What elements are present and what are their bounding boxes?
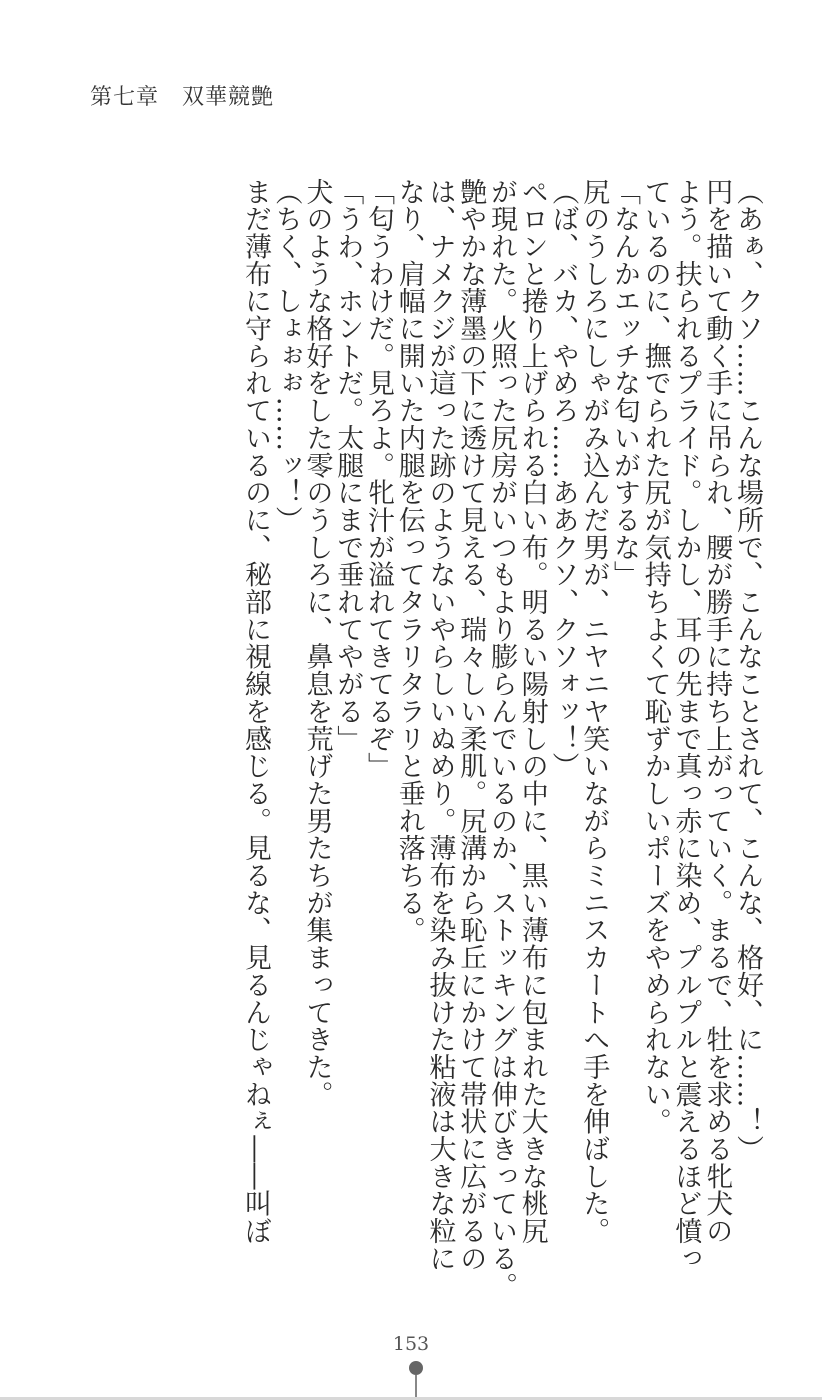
text-line: 「なんかエッチな匂いがするな」 [609, 178, 640, 589]
page-number: 153 [392, 1333, 430, 1355]
text-line: （あぁ、クソ……こんな場所で、こんなことされて、こんな、格好、に……！） [732, 178, 763, 1163]
text-line: ペロンと捲り上げられる白い布。明るい陽射しの中に、黒い薄布に包まれた大きな桃尻 [516, 178, 548, 1245]
text-line: 尻のうしろにしゃがみ込んだ男が、ニヤニヤ笑いながらミニスカートへ手を伸ばした。 [578, 178, 610, 1245]
body-text [86, 178, 763, 1300]
text-line: が現れた。火照った尻房がいつもより膨らんでいるのか、ストッキングは伸びきっている。 [486, 178, 517, 1300]
text-line: （ば、バカ、やめろ……ああクソ、クソォッ！） [547, 178, 579, 780]
text-line: （ちく、しょぉぉ……ッ！） [270, 178, 302, 534]
text-line: まだ薄布に守られているのに、秘部に視線を感じる。見るな、見るんじゃねぇ――叫ぼ [240, 178, 271, 1245]
text-line: なり、肩幅に開いた内腿を伝ってタラリタラリと垂れ落ちる。 [393, 178, 425, 944]
text-line: 円を描いて動く手に吊られ、腰が勝手に持ち上がっていく。まるで、牡を求める牝犬の [701, 178, 733, 1245]
text-line: 艶やかな薄墨の下に透けて見える、瑞々しい柔肌。尻溝から恥丘にかけて帯状に広がるの [455, 178, 487, 1272]
text-line: よう。扶られるプライド。しかし、耳の先まで真っ赤に染め、プルプルと震えるほど憤っ [670, 178, 702, 1272]
text-line: 犬のような格好をした零のうしろに、鼻息を荒げた男たちが集まってきた。 [301, 178, 333, 1108]
text-line: 「匂うわけだ。見ろよ。牝汁が溢れてきてるぞ」 [363, 178, 394, 780]
text-line: ているのに、撫でられた尻が気持ちよくて恥ずかしいポーズをやめられない。 [639, 178, 671, 1136]
binding-dot [409, 1361, 423, 1375]
text-line: 「うわ、ホントだ。太腿にまで垂れてやがる」 [332, 178, 364, 753]
chapter-header: 第七章 双華競艶 [90, 85, 275, 110]
text-line: は、ナメクジが這った跡のようないやらしいぬめり。薄布を染み抜けた粘液は大きな粒に [424, 178, 456, 1272]
